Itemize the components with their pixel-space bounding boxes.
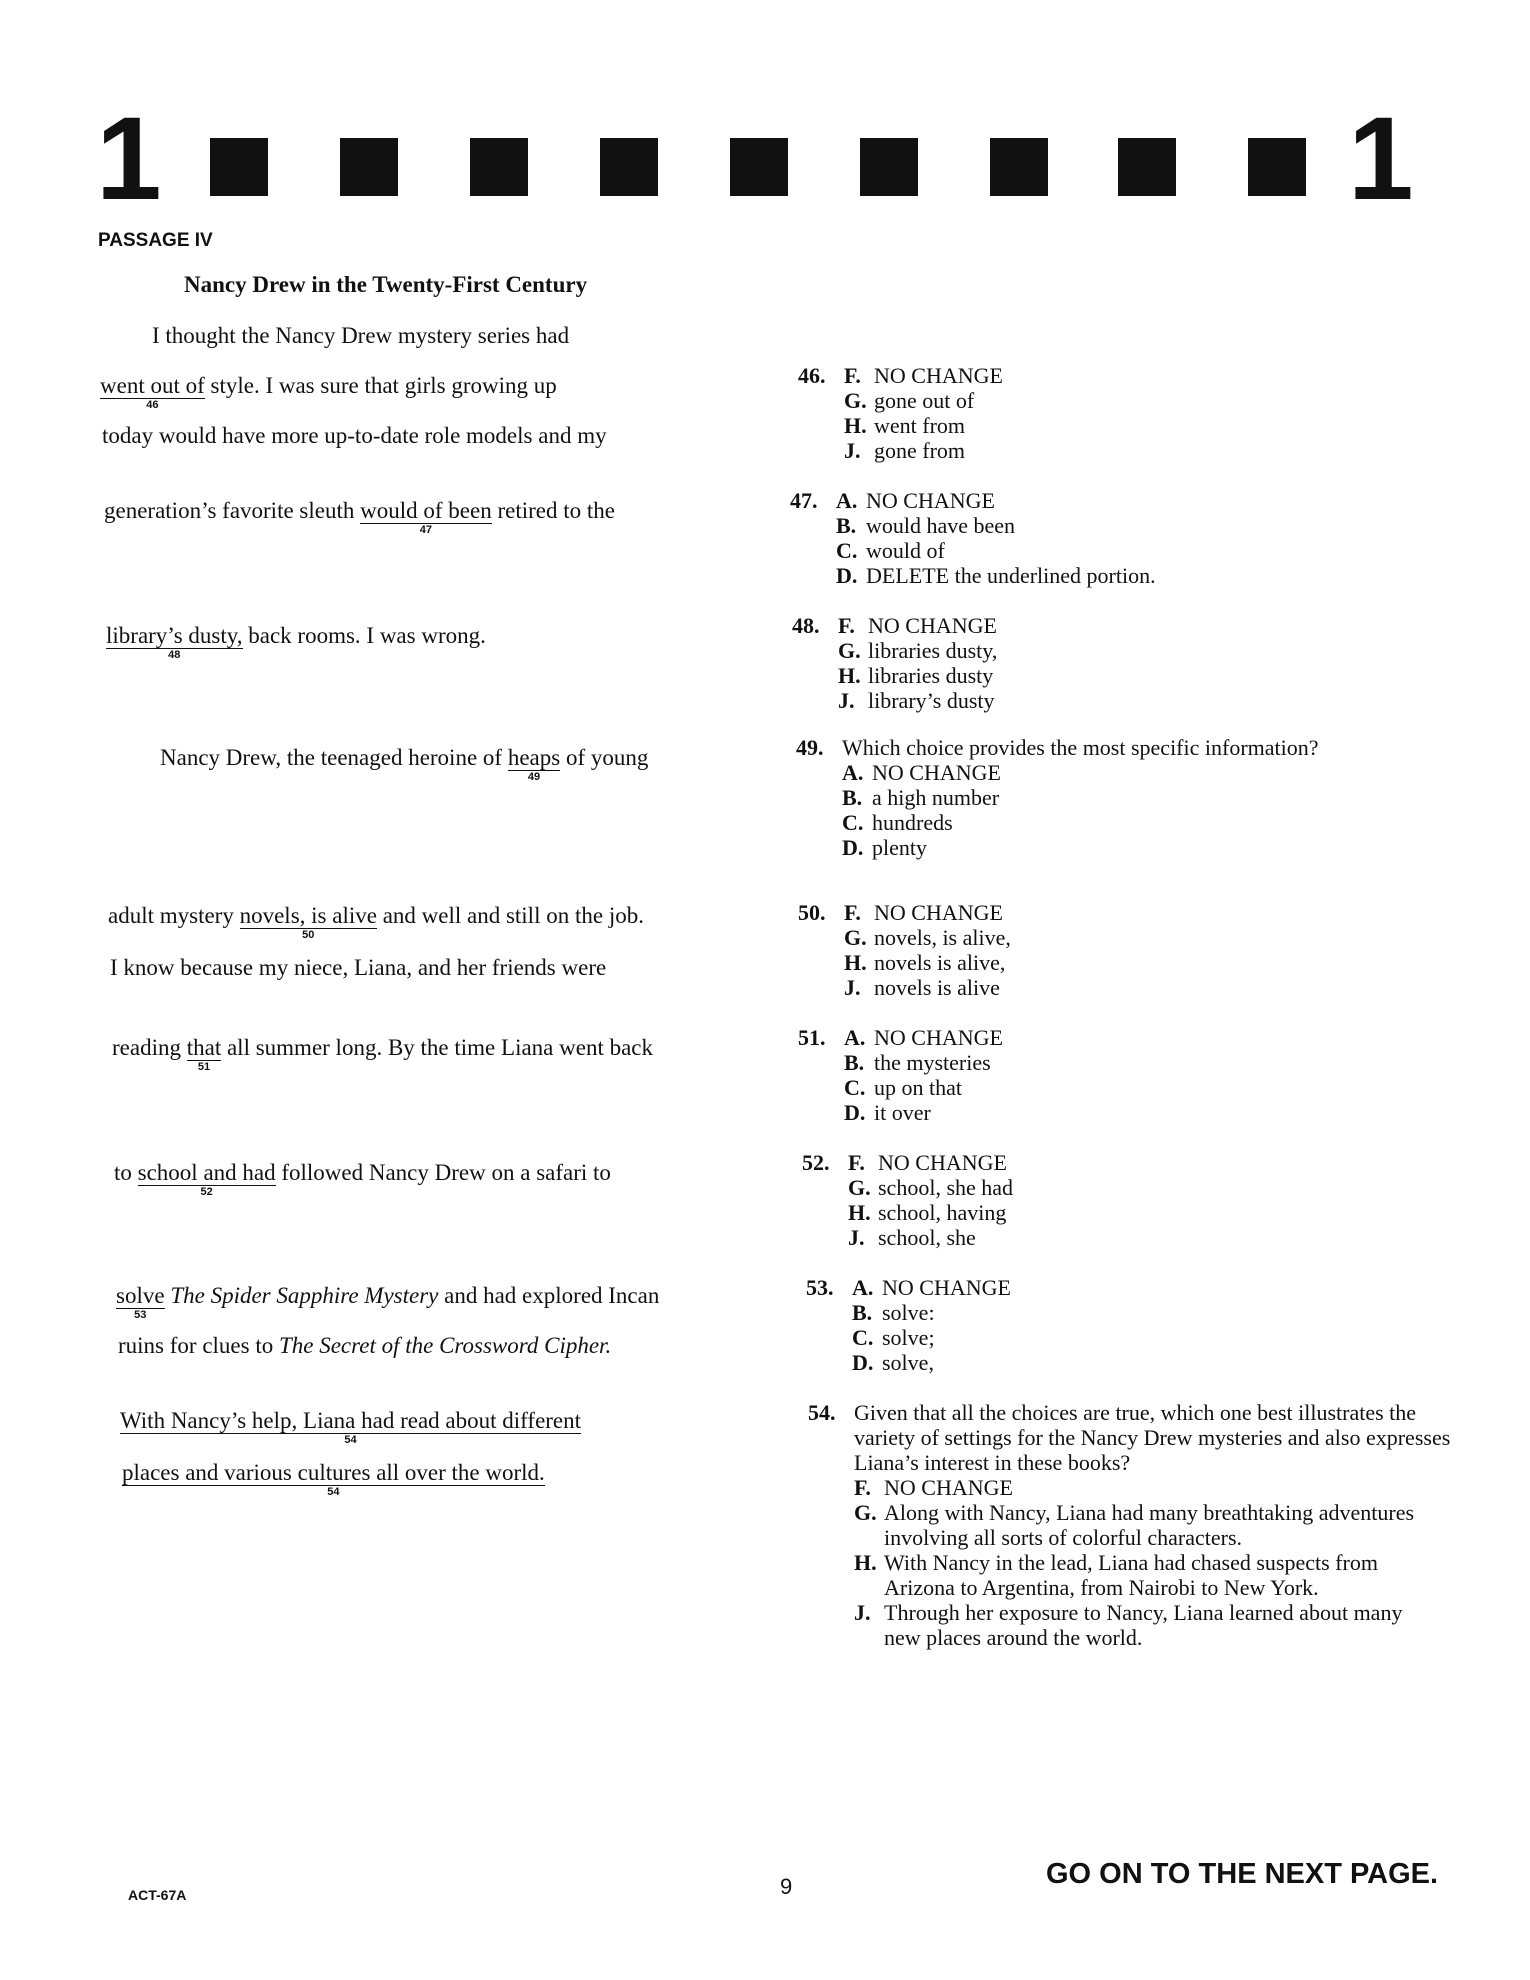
answer-option[interactable]: [790, 563, 1156, 588]
passage-line: [102, 423, 607, 449]
underlined-portion: [360, 498, 492, 537]
passage-line: [152, 323, 569, 349]
question-number: 48.: [792, 613, 820, 638]
underlined-portion: [116, 1283, 165, 1322]
underlined-portion: [137, 1160, 276, 1199]
option-letter: F.: [844, 900, 861, 925]
option-text: novels is alive: [874, 975, 1000, 1000]
passage-text: reading: [112, 1035, 187, 1060]
passage-text: to: [114, 1160, 138, 1185]
option-text: hundreds: [872, 810, 953, 835]
question-marker: 52: [200, 1186, 213, 1199]
option-letter: A.: [844, 1025, 866, 1050]
underlined-portion: [106, 623, 243, 662]
answer-option[interactable]: [808, 1500, 1454, 1550]
form-code: ACT-67A: [128, 1887, 187, 1903]
book-title: The Spider Sapphire Mystery: [170, 1283, 439, 1308]
passage-text: retired to the: [491, 498, 615, 523]
option-text: went from: [874, 413, 966, 438]
option-text: solve;: [882, 1325, 935, 1350]
passage-text: adult mystery: [108, 903, 240, 928]
option-letter: F.: [838, 613, 855, 638]
question-53: [806, 1275, 1011, 1375]
option-letter: D.: [836, 563, 858, 588]
option-text: a high number: [872, 785, 1000, 810]
option-letter: G.: [838, 638, 861, 663]
passage-line: [104, 498, 615, 537]
question-47: [790, 488, 1156, 588]
passage-line: [160, 745, 649, 784]
header-square: [600, 138, 658, 196]
option-letter: C.: [836, 538, 858, 563]
question-number: 53.: [806, 1275, 834, 1300]
option-text: NO CHANGE: [874, 900, 1003, 925]
option-letter: H.: [854, 1550, 877, 1575]
answer-option[interactable]: [792, 663, 997, 688]
go-on-notice: GO ON TO THE NEXT PAGE.: [1046, 1858, 1439, 1890]
question-stem: Given that all the choices are true, which one best illustrates the variety of settings for the Nancy Drew mysteries and also expresses Liana’s interest in these books?: [854, 1400, 1451, 1475]
passage-text: generation’s favorite sleuth: [104, 498, 361, 523]
passage-text: I know because my niece, Liana, and her friends were: [110, 955, 607, 980]
passage-line: [100, 373, 557, 412]
passage-line: [116, 1283, 660, 1322]
option-text: it over: [874, 1100, 931, 1125]
question-number: 47.: [790, 488, 818, 513]
header-square: [860, 138, 918, 196]
option-letter: D.: [842, 835, 864, 860]
option-letter: C.: [842, 810, 864, 835]
option-letter: J.: [848, 1225, 865, 1250]
question-marker: 48: [168, 649, 181, 662]
option-text: up on that: [874, 1075, 962, 1100]
underlined-portion: [239, 903, 377, 942]
option-letter: F.: [844, 363, 861, 388]
option-letter: C.: [844, 1075, 866, 1100]
option-text: school, having: [878, 1200, 1007, 1225]
option-letter: H.: [844, 413, 867, 438]
option-text: solve:: [882, 1300, 935, 1325]
option-text: NO CHANGE: [878, 1150, 1007, 1175]
option-text: NO CHANGE: [874, 363, 1003, 388]
answer-option[interactable]: [792, 688, 997, 713]
passage-text: ruins for clues to: [118, 1333, 279, 1358]
option-text: libraries dusty: [868, 663, 994, 688]
option-text: solve,: [882, 1350, 934, 1375]
passage-line: [114, 1160, 611, 1199]
passage-label: PASSAGE IV: [98, 230, 213, 251]
passage-text: Nancy Drew, the teenaged heroine of: [160, 745, 508, 770]
option-letter: F.: [848, 1150, 865, 1175]
question-marker: 53: [134, 1309, 147, 1322]
option-letter: J.: [838, 688, 855, 713]
answer-option[interactable]: [798, 413, 1003, 438]
option-text: Along with Nancy, Liana had many breathtaking adventures involving all sorts of colorful characters.: [884, 1500, 1415, 1550]
section-number-right: 1: [1348, 93, 1414, 225]
answer-option[interactable]: [798, 1100, 1003, 1125]
question-marker: 47: [419, 524, 433, 537]
underlined-text: heaps: [507, 745, 561, 770]
answer-option[interactable]: [802, 1200, 1013, 1225]
question-marker: 49: [527, 771, 541, 784]
passage-title: Nancy Drew in the Twenty-First Century: [184, 272, 588, 297]
option-text: gone from: [874, 438, 966, 463]
question-marker: 51: [197, 1061, 211, 1074]
question-number: 51.: [798, 1025, 826, 1050]
option-letter: A.: [852, 1275, 874, 1300]
passage-line: [108, 903, 644, 942]
underlined-text: library’s dusty,: [106, 623, 243, 648]
answer-option[interactable]: [798, 925, 1011, 950]
option-text: NO CHANGE: [872, 760, 1001, 785]
question-50: [798, 900, 1011, 1000]
answer-option[interactable]: [806, 1350, 1011, 1375]
page-number: 9: [780, 1874, 793, 1899]
answer-option[interactable]: [806, 1300, 1011, 1325]
option-letter: G.: [844, 388, 867, 413]
question-51: [798, 1025, 1003, 1125]
question-number: 50.: [798, 900, 826, 925]
option-text: novels is alive,: [874, 950, 1006, 975]
passage-text: followed Nancy Drew on a safari to: [275, 1160, 611, 1185]
underlined-text: that: [186, 1035, 222, 1060]
underlined-portion: [122, 1460, 545, 1499]
option-letter: H.: [848, 1200, 871, 1225]
answer-option[interactable]: [796, 835, 1319, 860]
header-square: [1118, 138, 1176, 196]
passage-text: style. I was sure that girls growing up: [204, 373, 557, 398]
option-letter: B.: [852, 1300, 873, 1325]
underlined-text: would of been: [360, 498, 492, 523]
header-square: [210, 138, 268, 196]
option-text: novels, is alive,: [874, 925, 1011, 950]
passage-text: back rooms. I was wrong.: [242, 623, 486, 648]
question-number: 54.: [808, 1400, 836, 1425]
option-letter: A.: [842, 760, 864, 785]
answer-option[interactable]: [796, 785, 1319, 810]
option-letter: B.: [842, 785, 863, 810]
book-title: The Secret of the Crossword Cipher.: [278, 1333, 612, 1358]
option-letter: J.: [844, 438, 861, 463]
answer-option[interactable]: [806, 1325, 1011, 1350]
answer-option[interactable]: [802, 1175, 1013, 1200]
option-letter: F.: [854, 1475, 871, 1500]
header-square: [340, 138, 398, 196]
option-text: NO CHANGE: [884, 1475, 1013, 1500]
option-letter: C.: [852, 1325, 874, 1350]
option-text: school, she: [878, 1225, 976, 1250]
question-marker: 46: [146, 399, 159, 412]
option-letter: G.: [854, 1500, 877, 1525]
passage-line: [112, 1035, 653, 1074]
underlined-text: With Nancy’s help, Liana had read about different: [120, 1408, 582, 1433]
option-letter: B.: [844, 1050, 865, 1075]
option-letter: A.: [836, 488, 858, 513]
passage-line: [106, 623, 486, 662]
passage-line: [122, 1460, 545, 1499]
answer-option[interactable]: [798, 438, 1003, 463]
question-number: 52.: [802, 1150, 830, 1175]
question-54: [808, 1400, 1454, 1650]
question-number: 46.: [798, 363, 826, 388]
option-text: gone out of: [874, 388, 975, 413]
option-letter: H.: [844, 950, 867, 975]
passage-line: [110, 955, 606, 981]
option-text: NO CHANGE: [868, 613, 997, 638]
passage-text: I thought the Nancy Drew mystery series had: [152, 323, 570, 348]
answer-option[interactable]: [790, 513, 1156, 538]
option-text: plenty: [872, 835, 927, 860]
answer-option[interactable]: [808, 1550, 1454, 1600]
passage-text: and had explored Incan: [438, 1283, 660, 1308]
option-text: would have been: [866, 513, 1016, 538]
option-letter: D.: [852, 1350, 874, 1375]
passage-text: of young: [560, 745, 649, 770]
option-text: NO CHANGE: [882, 1275, 1011, 1300]
option-letter: D.: [844, 1100, 866, 1125]
header-square: [730, 138, 788, 196]
answer-option[interactable]: [796, 760, 1319, 785]
answer-option[interactable]: [790, 538, 1156, 563]
option-letter: G.: [848, 1175, 871, 1200]
passage-text: all summer long. By the time Liana went back: [221, 1035, 653, 1060]
option-letter: J.: [844, 975, 861, 1000]
passage-line: [120, 1408, 582, 1447]
option-text: library’s dusty: [868, 688, 995, 713]
header-square: [990, 138, 1048, 196]
underlined-text: places and various cultures all over the world.: [122, 1460, 545, 1485]
question-52: [802, 1150, 1013, 1250]
underlined-portion: [120, 1408, 582, 1447]
underlined-text: novels, is alive: [239, 903, 377, 928]
question-number: 49.: [796, 735, 824, 760]
passage-text: today would have more up-to-date role models and my: [102, 423, 607, 448]
question-marker: 54: [344, 1434, 357, 1447]
passage-text: and well and still on the job.: [376, 903, 644, 928]
question-48: [792, 613, 997, 713]
answer-option[interactable]: [808, 1475, 1454, 1500]
option-letter: G.: [844, 925, 867, 950]
question-marker: 54: [327, 1486, 340, 1499]
section-number-left: 1: [96, 93, 162, 225]
answer-option[interactable]: [798, 388, 1003, 413]
header-square: [1248, 138, 1306, 196]
underlined-portion: [100, 373, 205, 412]
underlined-text: solve: [116, 1283, 165, 1308]
underlined-portion: [186, 1035, 222, 1074]
question-46: [798, 363, 1003, 463]
option-letter: J.: [854, 1600, 871, 1625]
answer-option[interactable]: [796, 810, 1319, 835]
option-text: libraries dusty,: [868, 638, 998, 663]
option-text: NO CHANGE: [866, 488, 995, 513]
answer-option[interactable]: [798, 950, 1011, 975]
question-marker: 50: [302, 929, 315, 942]
option-text: school, she had: [878, 1175, 1014, 1200]
question-stem: Which choice provides the most specific information?: [842, 735, 1319, 760]
option-text: would of: [866, 538, 945, 563]
question-49: [796, 735, 1319, 860]
option-text: Through her exposure to Nancy, Liana learned about many new places around the world.: [884, 1600, 1403, 1650]
option-text: the mysteries: [874, 1050, 991, 1075]
option-text: NO CHANGE: [874, 1025, 1003, 1050]
answer-option[interactable]: [808, 1600, 1454, 1650]
header-square: [470, 138, 528, 196]
passage-line: [118, 1333, 611, 1359]
option-letter: H.: [838, 663, 861, 688]
answer-option[interactable]: [792, 638, 997, 663]
option-text: With Nancy in the lead, Liana had chased suspects from Arizona to Argentina, from Nairobi to New York.: [884, 1550, 1378, 1600]
option-letter: B.: [836, 513, 857, 538]
answer-option[interactable]: [790, 488, 1156, 513]
underlined-portion: [507, 745, 561, 784]
answer-option[interactable]: [798, 1075, 1003, 1100]
answer-option[interactable]: [798, 975, 1011, 1000]
answer-option[interactable]: [802, 1225, 1013, 1250]
answer-option[interactable]: [798, 1050, 1003, 1075]
option-text: DELETE the underlined portion.: [866, 563, 1156, 588]
underlined-text: school and had: [137, 1160, 276, 1185]
underlined-text: went out of: [100, 373, 205, 398]
